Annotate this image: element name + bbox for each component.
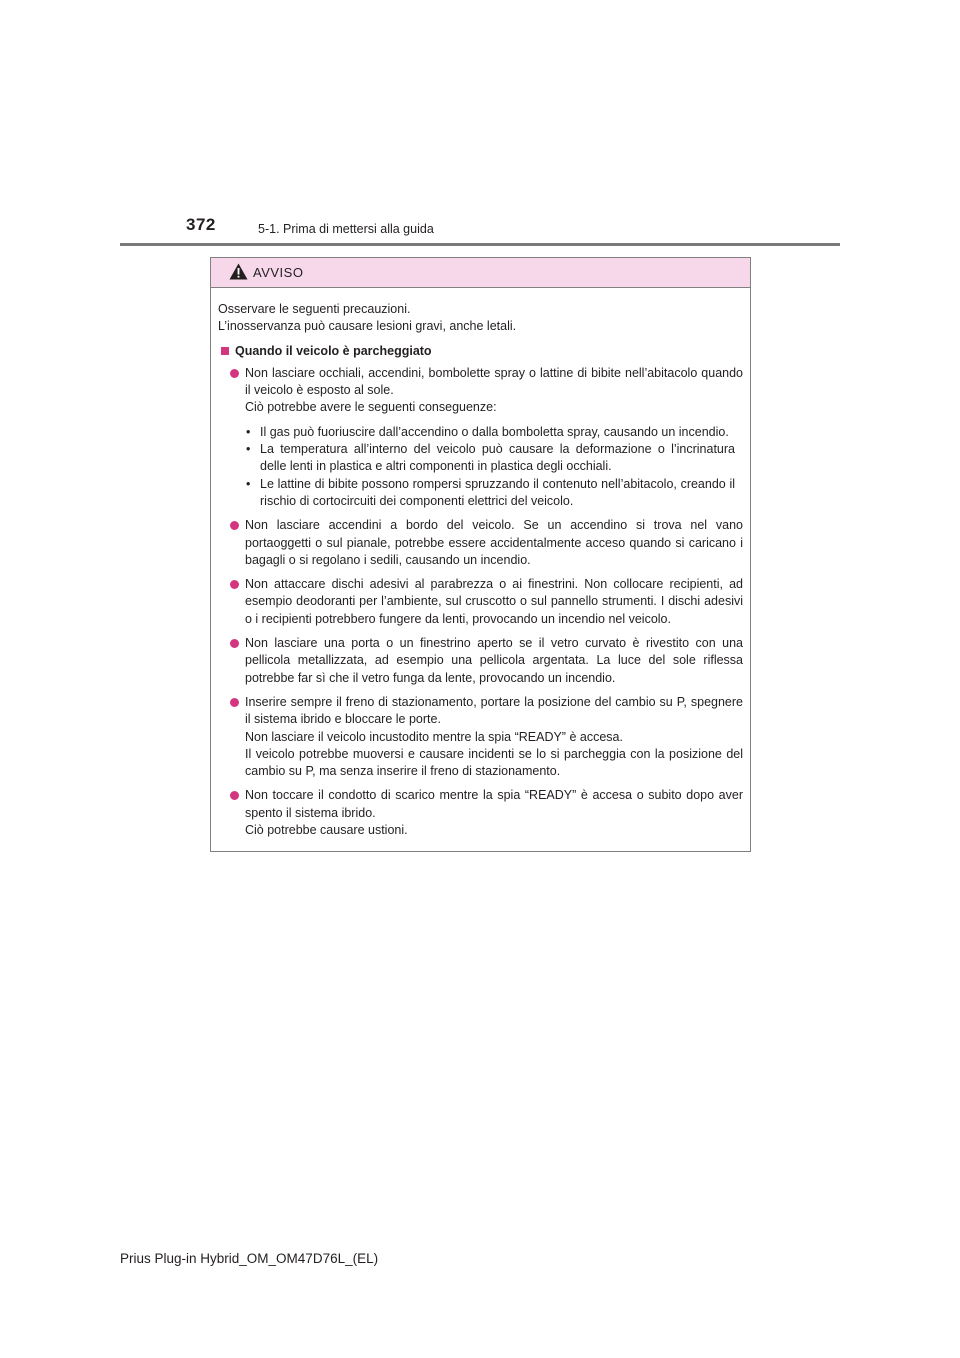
precaution-item [218,635,743,687]
consequence-item [245,476,743,511]
small-bullet-icon: • [246,424,251,439]
precaution-list [218,365,743,839]
warning-triangle-icon [229,263,248,280]
precaution-item [218,694,743,780]
round-bullet-icon [230,791,239,800]
precaution-text: Ciò potrebbe avere le seguenti conseguenze: [245,400,497,415]
precaution-item [218,517,743,569]
precaution-text: Non lasciare accendini a bordo del veicolo. Se un accendino si trova nel vano portaoggetti o sul pianale, potrebbe essere accidentalmente acceso quando si caricano i bagagli o si regolano i sedili, causando un incendio. [245,518,743,567]
consequence-list [245,424,743,510]
warning-box [210,257,751,852]
consequence-text: Le lattine di bibite possono rompersi spruzzando il contenuto nell’abitacolo, creando il rischio di cortocircuiti dei componenti elettrici del veicolo. [260,476,735,508]
warning-header [211,258,750,288]
document-id: Prius Plug-in Hybrid_OM_OM47D76L_(EL) [120,1251,379,1266]
round-bullet-icon [230,521,239,530]
round-bullet-icon [230,698,239,707]
intro-line: L’inosservanza può causare lesioni gravi, anche letali. [218,319,517,334]
consequence-item [245,424,743,441]
page-number: 372 [186,215,216,234]
precaution-text: Inserire sempre il freno di stazionamento, portare la posizione del cambio su P, spegnere il sistema ibrido e bloccare le porte. [245,694,743,727]
consequence-text: La temperatura all’interno del veicolo può causare la deformazione o l’incrinatura delle lenti in plastica e altri componenti in plastica degli occhiali. [260,442,735,474]
round-bullet-icon [230,369,239,378]
small-bullet-icon: • [246,442,251,457]
header-rule [120,243,840,246]
warning-intro [218,301,743,336]
warning-label: AVVISO [253,265,304,280]
precaution-text: Non lasciare una porta o un finestrino aperto se il vetro curvato è rivestito con una pellicola metallizzata, ad esempio una pellicola argentata. La luce del sole riflessa potrebbe far sì che il vetro funga da lente, provocando un incendio. [245,636,743,685]
consequence-item [245,441,743,476]
small-bullet-icon: • [246,476,251,491]
precaution-item [218,787,743,839]
intro-line: Osservare le seguenti precauzioni. [218,302,411,316]
precaution-text: Il veicolo potrebbe muoversi e causare incidenti se lo si parcheggia con la posizione del cambio su P, ma senza inserire il freno di stazionamento. [245,746,743,779]
subheading [218,343,743,360]
precaution-text: Non lasciare occhiali, accendini, bombolette spray o lattine di bibite nell’abitacolo quando il veicolo è esposto al sole. [245,365,743,398]
precaution-item [218,576,743,628]
precaution-text: Non attaccare dischi adesivi al parabrezza o ai finestrini. Non collocare recipienti, ad esempio deodoranti per l’ambiente, sul cruscotto o sul pannello strumenti. I dischi adesivi o i recipienti potrebbero fungere da lenti, provocando un incendio nel veicolo. [245,577,743,626]
warning-body [211,288,750,851]
section-title: 5-1. Prima di mettersi alla guida [258,222,434,236]
precaution-text: Non lasciare il veicolo incustodito mentre la spia “READY” è accesa. [245,729,623,744]
precaution-item [218,365,743,510]
precaution-text: Non toccare il condotto di scarico mentre la spia “READY” è accesa o subito dopo aver spento il sistema ibrido. [245,788,743,820]
precaution-text: Ciò potrebbe causare ustioni. [245,823,408,838]
square-bullet-icon [221,347,229,355]
round-bullet-icon [230,639,239,648]
subheading-text: Quando il veicolo è parcheggiato [235,343,432,358]
round-bullet-icon [230,580,239,589]
consequence-text: Il gas può fuoriuscire dall’accendino o dalla bomboletta spray, causando un incendio. [260,424,729,439]
